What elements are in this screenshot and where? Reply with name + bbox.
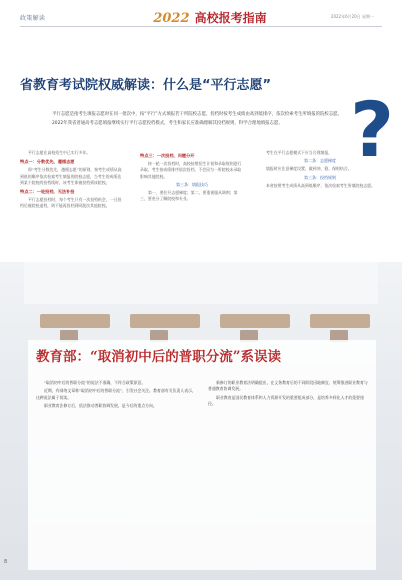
- paragraph: 按一轮一次投档时，高校按照招生计划和录取规则进行录取，考生按成绩排序依次投档，不会因为一所院校未录取影响其他院校。: [140, 161, 242, 179]
- paragraph: 平行志愿投档时，每个考生只有一次投档机会，一旦投档后被院校退档，则不能再投档到同批次其他院校。: [20, 197, 122, 209]
- article1-headline: [20, 74, 271, 93]
- page-header: [0, 0, 402, 26]
- paragraph: 近期，有网络文章称“取消初中后的普职分流”，引发社会关注。教育部有关负责人表示，这种说法属于误读。: [36, 388, 196, 400]
- brand-title: 高校报考指南: [194, 11, 267, 25]
- paragraph: 职业教育法修订后，依法推动普职协调发展，是今后的重点方向。: [44, 403, 157, 409]
- paragraph: 即“考生分数优先，遵循志愿”的原则，按考生成绩从高到低的顺序依次检索考生填报的院校志愿，当考生的成绩达到某个院校的投档线时，该考生即被投档到该院校。: [20, 167, 122, 185]
- section-label: 政策解读: [20, 15, 46, 22]
- article2-headline: 教育部：“取消初中后的普职分流”系误读: [36, 349, 282, 365]
- article1-column-1: [20, 150, 124, 212]
- subheading: 特点三：一次投档，问题分开: [140, 153, 195, 158]
- paragraph: 第一，要拉开志愿梯度；第二，要重视服从调剂；第三，要充分了解院校和专业。: [140, 190, 238, 202]
- article2-column-1: [36, 380, 196, 412]
- subheading: 第二条：志愿梯度: [304, 158, 336, 164]
- paragraph: 填报时应注意梯度设置，做到冲、稳、保相结合。: [266, 166, 352, 172]
- header-divider: [20, 26, 382, 27]
- article1-headline-main: 省教育考试院权威解读：什么是: [20, 78, 203, 93]
- desk: [220, 314, 290, 328]
- article1-intro: 平行志愿是指考生填报志愿时在同一批次中，按“平行”方式填报若干所院校志愿，投档时按考生成绩由高到低排序，依次检索考生所填报的院校志愿。2022年我省普通高考志愿填报继续实行平行志愿投档模式，考生和家长应准确理解其投档规则，科学合理地填报志愿。: [52, 112, 342, 126]
- brand-banner: [140, 7, 280, 27]
- subheading: 第三条：填报技巧: [176, 181, 208, 187]
- article1-column-3: [258, 150, 382, 191]
- article2-panel: [28, 340, 376, 570]
- paragraph: “取消初中后的普职分流”的说法不准确，不符合政策原意。: [44, 380, 146, 385]
- desk: [40, 314, 110, 328]
- paragraph: 职业教育是国民教育体系和人力资源开发的重要组成部分，是培养多样化人才的重要途径。: [208, 394, 364, 407]
- issue-date: 2022年6月20日 星期一: [330, 14, 374, 19]
- subheading: 特点一：分数优先、遵循志愿: [20, 159, 75, 165]
- paragraph: 新修订的职业教育法明确提出，在义务教育后的不同阶段因地制宜、统筹推进职业教育与普通教育协调发展。: [208, 380, 368, 392]
- classroom-wall: [24, 262, 378, 304]
- question-mark-icon: ?: [350, 85, 395, 174]
- paragraph: 平行志愿在高校招生中已实行多年。: [28, 150, 91, 155]
- article1-headline-quote: “平行志愿”: [202, 78, 272, 93]
- brand-year: 2022: [153, 11, 190, 26]
- subheading: 第三条：投档规则: [304, 174, 336, 180]
- subheading: 特点二：一轮投档，无法补投: [20, 189, 75, 195]
- page-number: 8: [4, 559, 8, 565]
- article1-column-2: [140, 150, 244, 204]
- desk: [310, 314, 370, 328]
- article2-column-2: [208, 380, 370, 410]
- paragraph: 考生在平行志愿模式下应当合理填报，: [266, 150, 333, 155]
- paragraph: 本省按照考生成绩从高到低顺序，依次检索考生所填院校志愿。: [266, 182, 375, 188]
- desk: [130, 314, 200, 328]
